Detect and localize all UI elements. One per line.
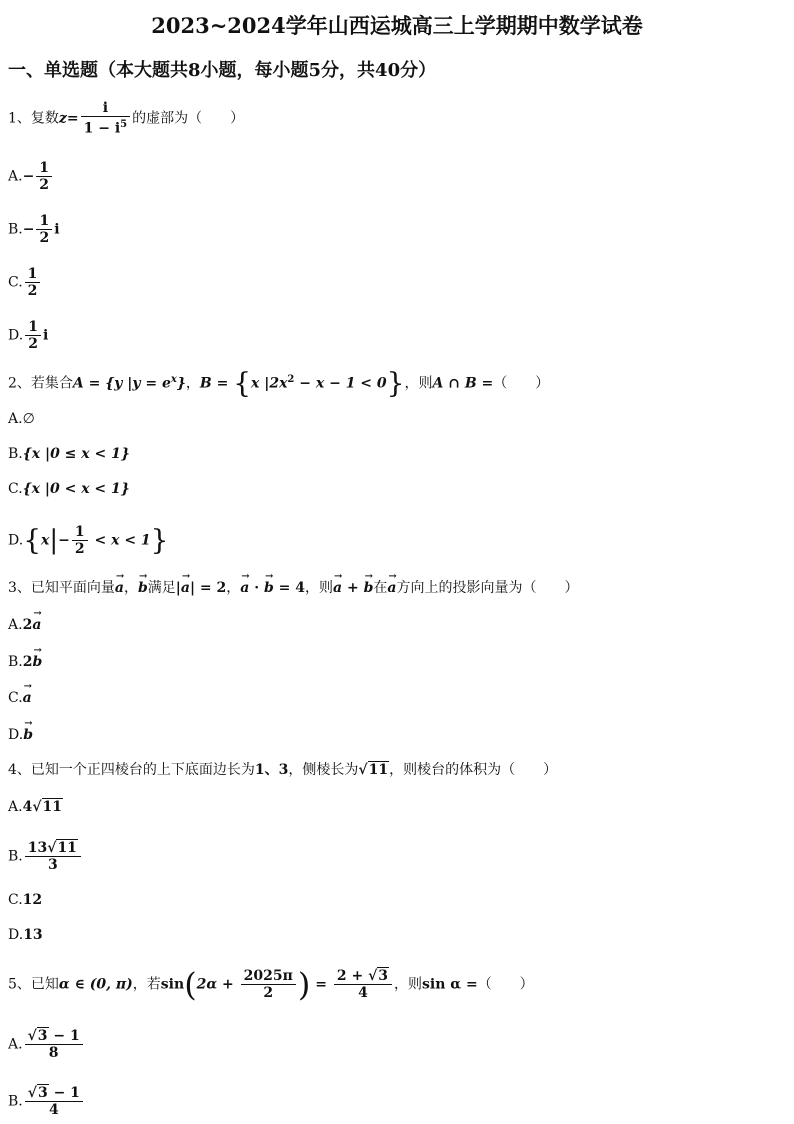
q1-option-c-num: 1 xyxy=(27,266,38,282)
q4-option-b-rad: 11 xyxy=(57,840,77,856)
q5-rhs-rad: 3 xyxy=(378,968,389,984)
q2-set-a-exp: x xyxy=(170,374,177,385)
q1-option-d-num: 1 xyxy=(28,319,38,335)
q3-option-c[interactable] xyxy=(8,688,32,708)
q1-num: i xyxy=(102,100,109,116)
q3-option-b-vec: → b xyxy=(33,652,43,672)
q1-den-base: 1 − i xyxy=(83,120,121,137)
q5-paren: （ ） xyxy=(477,976,534,993)
q5-inner-pre: 2α + xyxy=(196,976,239,993)
q3-text-4: 在 xyxy=(373,580,388,596)
q1-option-a-num: 1 xyxy=(39,160,50,176)
q4-option-c[interactable] xyxy=(8,890,42,910)
q3-option-d-label: D. xyxy=(8,727,24,743)
q3-option-a-coef: 2 xyxy=(22,617,33,633)
q3-comma: ， xyxy=(124,580,138,596)
q2-option-d-rbrace: } xyxy=(150,523,169,557)
q5-inner-den: 2 xyxy=(241,984,296,1001)
q4-option-d[interactable] xyxy=(8,925,43,945)
q3-option-b[interactable] xyxy=(8,652,42,672)
q2-set-b: x |2x xyxy=(251,375,288,392)
q1-den-exp: 5 xyxy=(120,119,128,130)
q4-option-a-rad: 11 xyxy=(42,799,62,815)
q4-option-b-coef: 13 xyxy=(27,840,48,856)
q3-option-a-label: A. xyxy=(8,617,23,633)
q3-text-5: 方向上的投影向量为（ ） xyxy=(396,580,579,596)
q2-option-b-text: {x |0 ≤ x < 1} xyxy=(22,446,130,462)
q2-left-brace: { xyxy=(233,366,252,400)
q5-option-a-rad: 3 xyxy=(37,1028,48,1044)
q5-option-a-sqrt: √3 xyxy=(27,1028,48,1044)
q2-set-a-close: } xyxy=(176,375,186,392)
q5-lparen: ( xyxy=(184,965,197,1004)
q3-option-d-vec: → b xyxy=(23,725,33,745)
q3-cond1-vec: → a xyxy=(181,578,190,598)
q4-option-a[interactable] xyxy=(8,797,63,817)
q5-option-a[interactable] xyxy=(8,1028,85,1061)
q3-cond2-b: → b xyxy=(264,578,274,598)
q5-text-2: ，若 xyxy=(132,976,161,993)
q2-option-b[interactable] xyxy=(8,444,130,464)
q2-option-a[interactable] xyxy=(8,409,35,429)
q1-option-b-frac xyxy=(36,213,52,246)
q5-text-3: ，则 xyxy=(394,976,423,993)
q2-option-d-frac xyxy=(72,524,88,557)
q1-var: z xyxy=(58,110,67,127)
q2-option-b-label: B. xyxy=(8,446,23,462)
q3-option-b-label: B. xyxy=(8,654,23,670)
q1-option-c-den: 2 xyxy=(25,282,41,299)
q5-option-b-num xyxy=(25,1085,83,1101)
q2-option-d-minus: − xyxy=(58,532,70,549)
q4-option-b-num xyxy=(25,840,81,856)
q1-option-a-den: 2 xyxy=(36,176,52,193)
q1-option-a-label: A. xyxy=(8,168,23,185)
q3-cond2-a: → a xyxy=(240,578,249,598)
q4-option-b-sqrt: √11 xyxy=(47,840,77,856)
q5-option-a-den: 8 xyxy=(25,1044,83,1061)
q5-option-b-sqrt: √3 xyxy=(27,1085,48,1101)
q1-option-d-den: 2 xyxy=(25,335,41,352)
q1-option-d-frac xyxy=(25,319,41,352)
q5-option-b-frac xyxy=(25,1085,83,1118)
q5-text-1: 5、已知 xyxy=(8,976,59,993)
q2-suffix-expr: A ∩ B = xyxy=(432,375,494,392)
q5-option-b-den: 4 xyxy=(25,1101,83,1118)
q4-option-d-label: D. xyxy=(8,927,24,943)
q3-option-c-vec: → a xyxy=(23,688,32,708)
q3-option-b-coef: 2 xyxy=(22,654,33,670)
q1-option-b-sign: − xyxy=(22,221,35,238)
q2-option-c[interactable] xyxy=(8,479,130,499)
q2-set-b-exp: 2 xyxy=(287,374,295,385)
question-2-stem xyxy=(8,366,550,400)
q3-cond2-dot: · xyxy=(249,580,264,596)
q5-rhs-sqrt: √3 xyxy=(368,968,389,984)
q4-text-1: 4、已知一个正四棱台的上下底面边长为 xyxy=(8,762,255,778)
q2-option-d-tail: < x < 1 xyxy=(89,532,151,549)
q2-option-c-text: {x |0 < x < 1} xyxy=(22,481,130,497)
q3-plus: + xyxy=(342,580,364,596)
q3-text-3: ，则 xyxy=(305,580,334,596)
q1-option-c-label: C. xyxy=(8,274,23,291)
q5-option-a-tail: − 1 xyxy=(48,1028,80,1044)
q4-nums: 1、3 xyxy=(254,762,289,778)
q1-den xyxy=(81,116,131,137)
question-5-stem xyxy=(8,965,534,1004)
q2-suffix-pre: ，则 xyxy=(404,375,433,392)
q1-option-b-den: 2 xyxy=(36,229,52,246)
q5-option-b[interactable] xyxy=(8,1085,85,1118)
q5-option-a-label: A. xyxy=(8,1036,23,1053)
q4-option-b-den: 3 xyxy=(25,856,81,873)
q5-cond: α ∈ (0, π) xyxy=(58,976,133,993)
q1-option-d-tail: i xyxy=(42,327,49,344)
q3-option-d[interactable] xyxy=(8,725,33,745)
q1-prefix: 1、复数 xyxy=(8,110,59,127)
q2-option-c-label: C. xyxy=(8,481,23,497)
q4-option-d-text: 13 xyxy=(23,927,43,943)
q2-option-a-label: A. xyxy=(8,411,23,427)
q2-suffix-paren: （ ） xyxy=(493,375,550,392)
q3-text-1: 3、已知平面向量 xyxy=(8,580,115,596)
q5-inner-frac xyxy=(241,968,296,1001)
q1-eq: = xyxy=(66,110,79,127)
q5-option-b-rad: 3 xyxy=(37,1085,48,1101)
q2-comma: ， xyxy=(185,375,200,392)
q4-option-c-text: 12 xyxy=(22,892,43,908)
q1-option-d[interactable] xyxy=(8,319,48,352)
q5-inner-num: 2025π xyxy=(243,968,293,984)
q3-sum-a: → a xyxy=(333,578,342,598)
q3-cond1-open: | xyxy=(175,580,181,596)
q2-prefix: 2、若集合 xyxy=(8,375,73,392)
question-3-stem xyxy=(8,578,578,598)
q4-option-b-frac xyxy=(25,840,81,873)
q2-option-d-num: 1 xyxy=(74,524,85,540)
q1-option-a-sign: − xyxy=(22,168,35,185)
q5-eq: = xyxy=(310,976,332,993)
q3-cond1-tail: | = 2 xyxy=(189,580,227,596)
q4-option-a-coef: 4 xyxy=(22,799,33,815)
page-title: 2023~2024学年山西运城高三上学期期中数学试卷 xyxy=(151,13,643,38)
q2-option-d-bar: | xyxy=(49,525,59,556)
q5-option-b-label: B. xyxy=(8,1093,23,1110)
q2-option-a-text: ∅ xyxy=(22,411,35,427)
q5-option-a-num xyxy=(25,1028,83,1044)
q1-option-c-frac xyxy=(25,266,41,299)
question-1-stem xyxy=(8,100,244,137)
q3-text-2: 满足 xyxy=(147,580,176,596)
q4-sqrt: √11 xyxy=(358,762,389,778)
q3-vec-b: → b xyxy=(138,578,148,598)
q3-option-c-label: C. xyxy=(8,690,23,706)
q4-option-a-label: A. xyxy=(8,799,23,815)
q1-suffix: 的虚部为（ ） xyxy=(132,110,245,127)
q1-option-a-frac xyxy=(36,160,52,193)
q5-option-a-frac xyxy=(25,1028,83,1061)
q2-right-brace: } xyxy=(386,366,405,400)
question-4-stem xyxy=(8,760,557,780)
q4-text-2: ，侧棱长为 xyxy=(288,762,359,778)
q1-option-b[interactable] xyxy=(8,213,60,246)
q3-comma-2: ， xyxy=(226,580,241,596)
q1-option-b-label: B. xyxy=(8,221,23,238)
q4-option-c-label: C. xyxy=(8,892,23,908)
q4-option-b[interactable] xyxy=(8,840,83,873)
q5-rhs-num xyxy=(334,968,392,984)
q2-set-b-tail: − x − 1 < 0 xyxy=(294,375,387,392)
q5-rhs-frac xyxy=(334,968,392,1001)
q3-sum-b: → b xyxy=(364,578,374,598)
q2-option-d-label: D. xyxy=(8,532,24,549)
q3-vec-a: → a xyxy=(115,578,124,598)
section-heading: 一、单选题（本大题共8小题，每小题5分，共40分） xyxy=(8,60,437,81)
q5-ask: sin α = xyxy=(422,976,478,993)
q5-option-b-tail: − 1 xyxy=(48,1085,80,1101)
q3-cond2-tail: = 4 xyxy=(273,580,306,596)
q2-set-a: A = {y |y = e xyxy=(72,375,171,392)
q1-option-a[interactable] xyxy=(8,160,54,193)
q5-rparen: ) xyxy=(297,965,311,1004)
q3-option-a[interactable] xyxy=(8,615,41,635)
q2-option-d[interactable] xyxy=(8,524,169,557)
q5-rhs-den: 4 xyxy=(334,984,392,1001)
q3-option-a-vec: → a xyxy=(32,615,41,635)
q4-sqrt-rad: 11 xyxy=(368,762,389,778)
q2-option-d-lbrace: { xyxy=(23,523,42,557)
q4-option-b-label: B. xyxy=(8,848,23,865)
q1-option-b-num: 1 xyxy=(39,213,50,229)
q4-text-3: ，则棱台的体积为（ ） xyxy=(389,762,558,778)
q3-dir-a: → a xyxy=(387,578,396,598)
q2-option-d-pre: x xyxy=(41,532,50,549)
q2-option-d-den: 2 xyxy=(72,540,88,557)
q2-set-b-pre: B = xyxy=(199,375,234,392)
q1-option-c[interactable] xyxy=(8,266,42,299)
q5-rhs-num-pre: 2 + xyxy=(336,968,369,984)
q1-fraction xyxy=(81,100,131,137)
q5-sin: sin xyxy=(160,976,185,993)
q4-option-a-sqrt: √11 xyxy=(32,799,62,815)
q1-option-d-label: D. xyxy=(8,327,24,344)
q1-option-b-tail: i xyxy=(54,221,60,238)
